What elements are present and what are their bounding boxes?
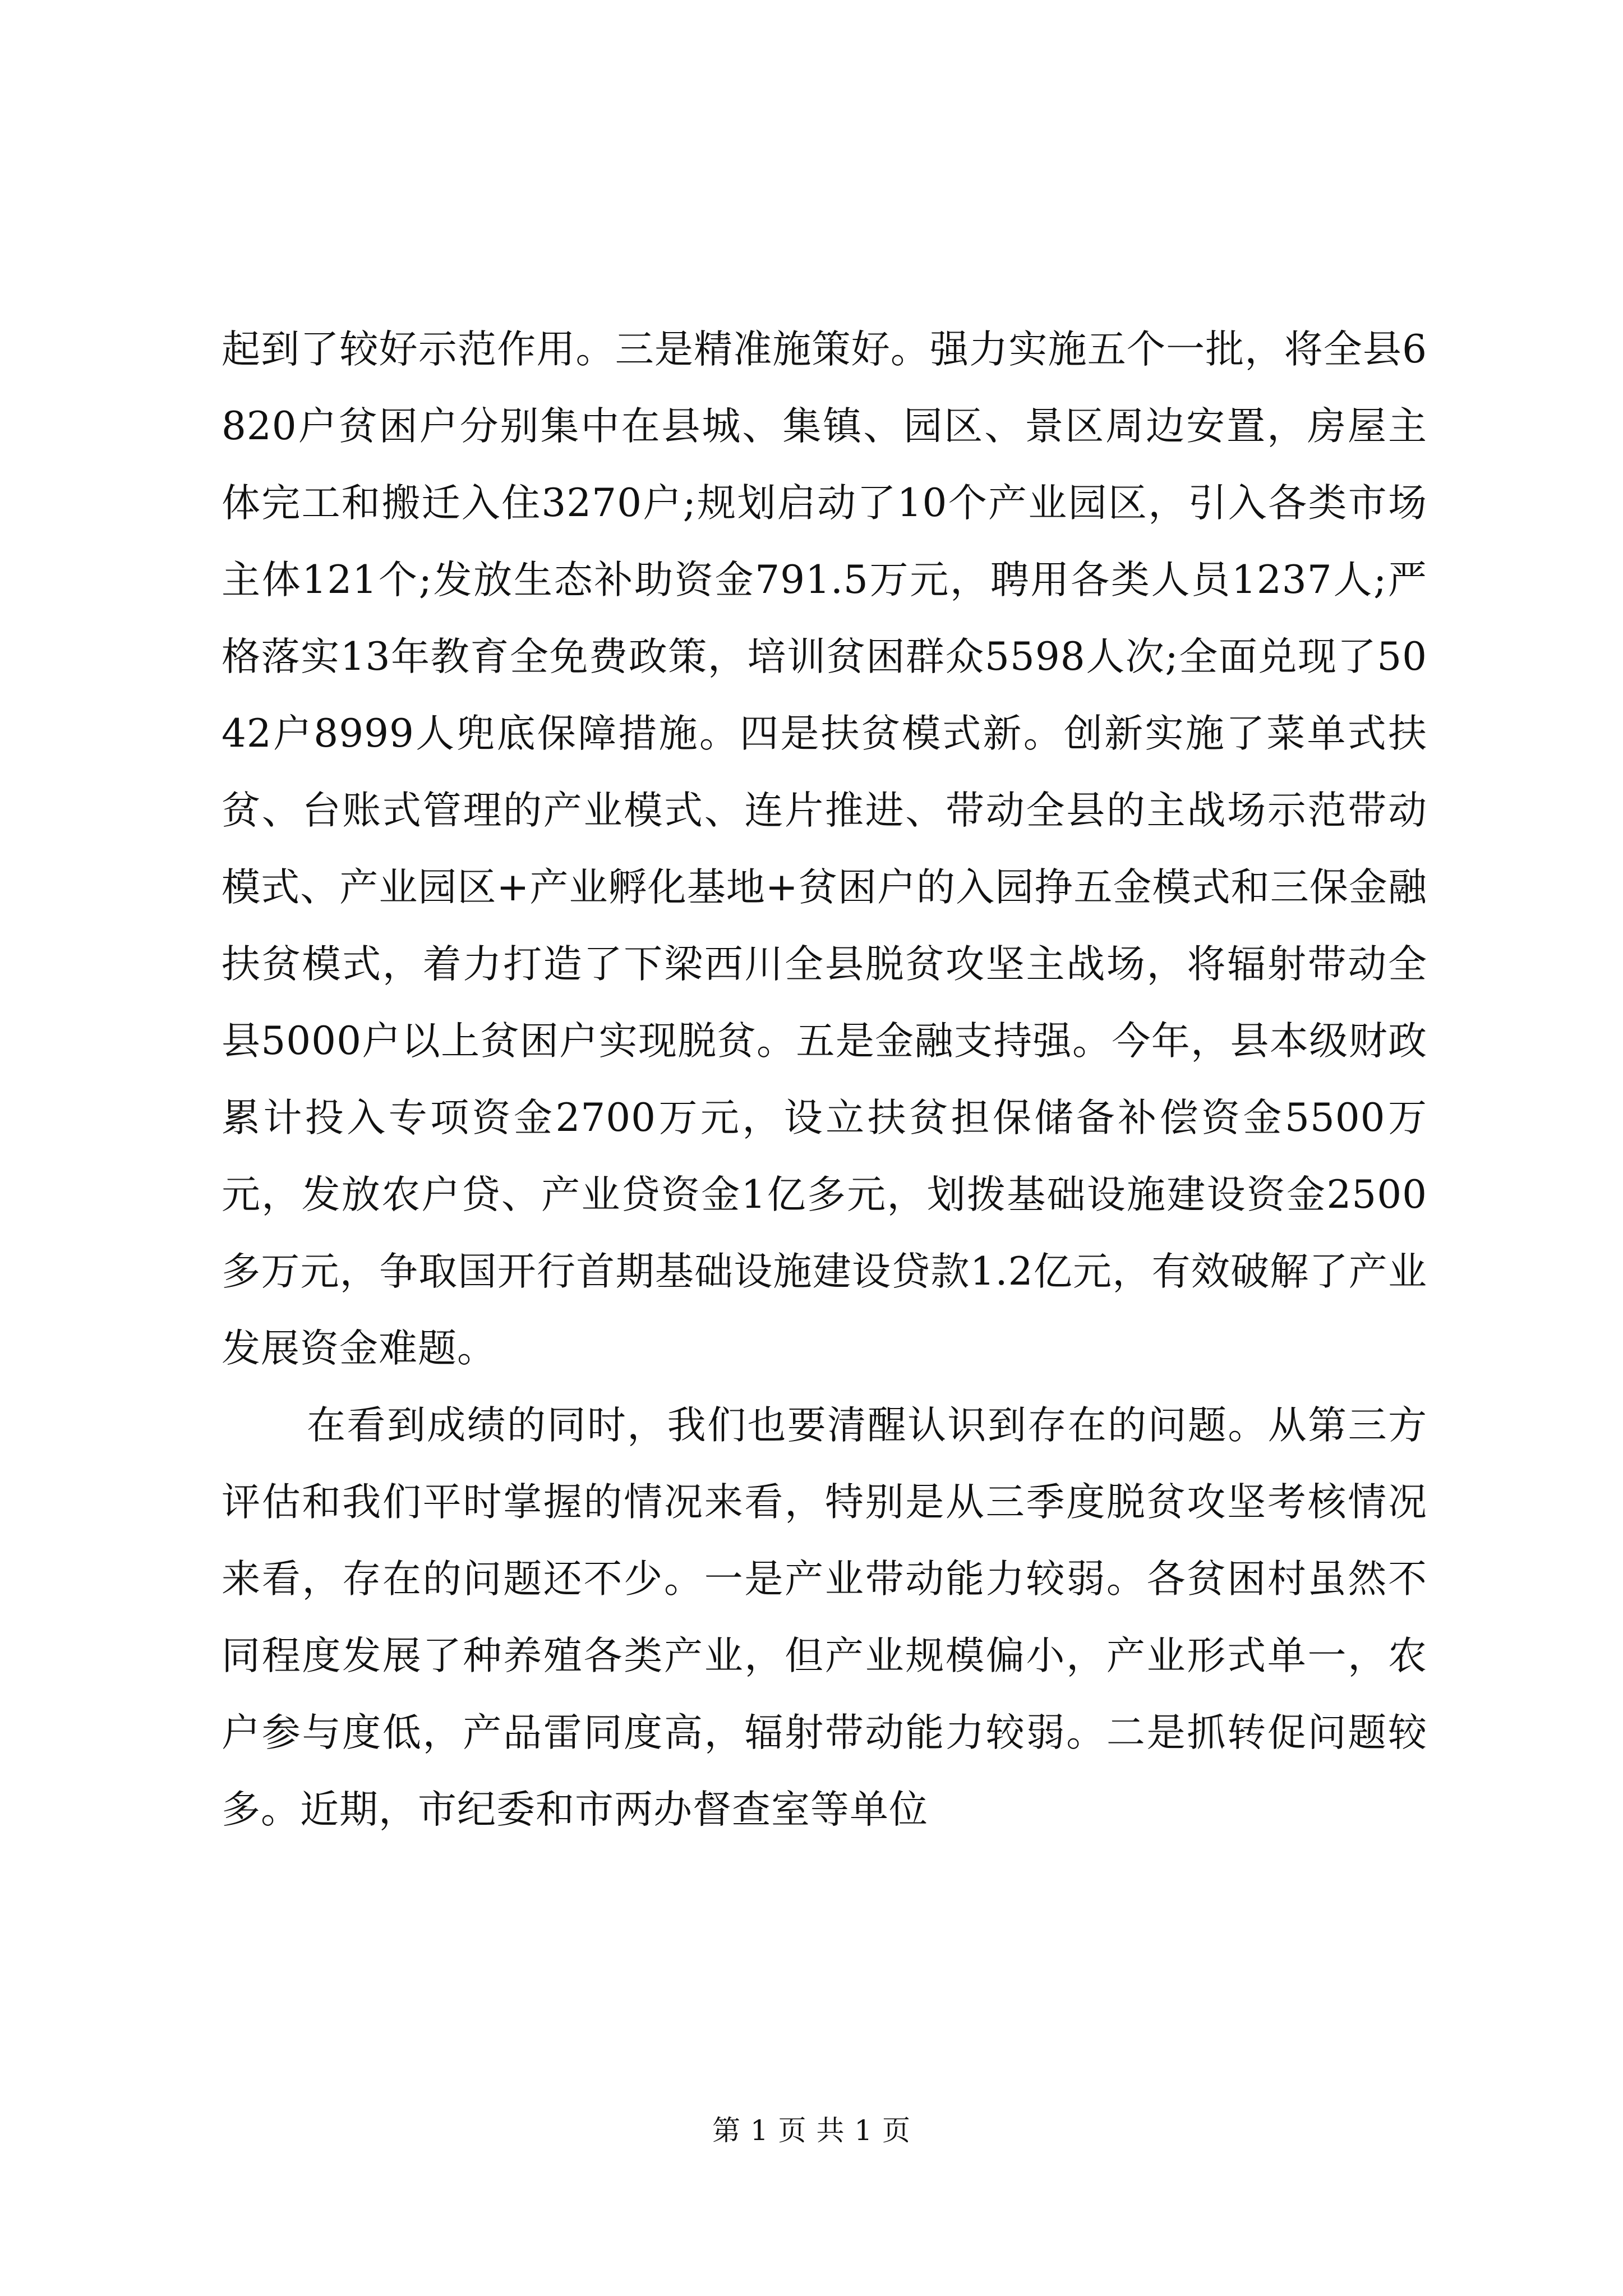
document-body (222, 311, 1427, 1848)
paragraph-1: 起到了较好示范作用。三是精准施策好。强力实施五个一批，将全县6820户贫困户分别集中在县城、集镇、园区、景区周边安置，房屋主体完工和搬迁入住3270户;规划启动了10个产业园区，引入各类市场主体121个;发放生态补助资金791.5万元，聘用各类人员1237人;严格落实13年教育全免费政策，培训贫困群众5598人次;全面兑现了5042户8999人兜底保障措施。四是扶贫模式新。创新实施了菜单式扶贫、台账式管理的产业模式、连片推进、带动全县的主战场示范带动模式、产业园区+产业孵化基地+贫困户的入园挣五金模式和三保金融扶贫模式，着力打造了下梁西川全县脱贫攻坚主战场，将辐射带动全县5000户以上贫困户实现脱贫。五是金融支持强。今年，县本级财政累计投入专项资金2700万元，设立扶贫担保储备补偿资金5500万元，发放农户贷、产业贷资金1亿多元，划拨基础设施建设资金2500多万元，争取国开行首期基础设施建设贷款1.2亿元，有效破解了产业发展资金难题。 (222, 327, 1427, 1371)
paragraph-2: 在看到成绩的同时，我们也要清醒认识到存在的问题。从第三方评估和我们平时掌握的情况来看，特别是从三季度脱贫攻坚考核情况来看，存在的问题还不少。一是产业带动能力较弱。各贫困村虽然不同程度发展了种养殖各类产业，但产业规模偏小，产业形式单一，农户参与度低，产品雷同度高，辐射带动能力较弱。二是抓转促问题较多。近期，市纪委和市两办督查室等单位 (222, 1403, 1427, 1832)
page-footer: 第 1 页 共 1 页 (712, 2114, 911, 2147)
